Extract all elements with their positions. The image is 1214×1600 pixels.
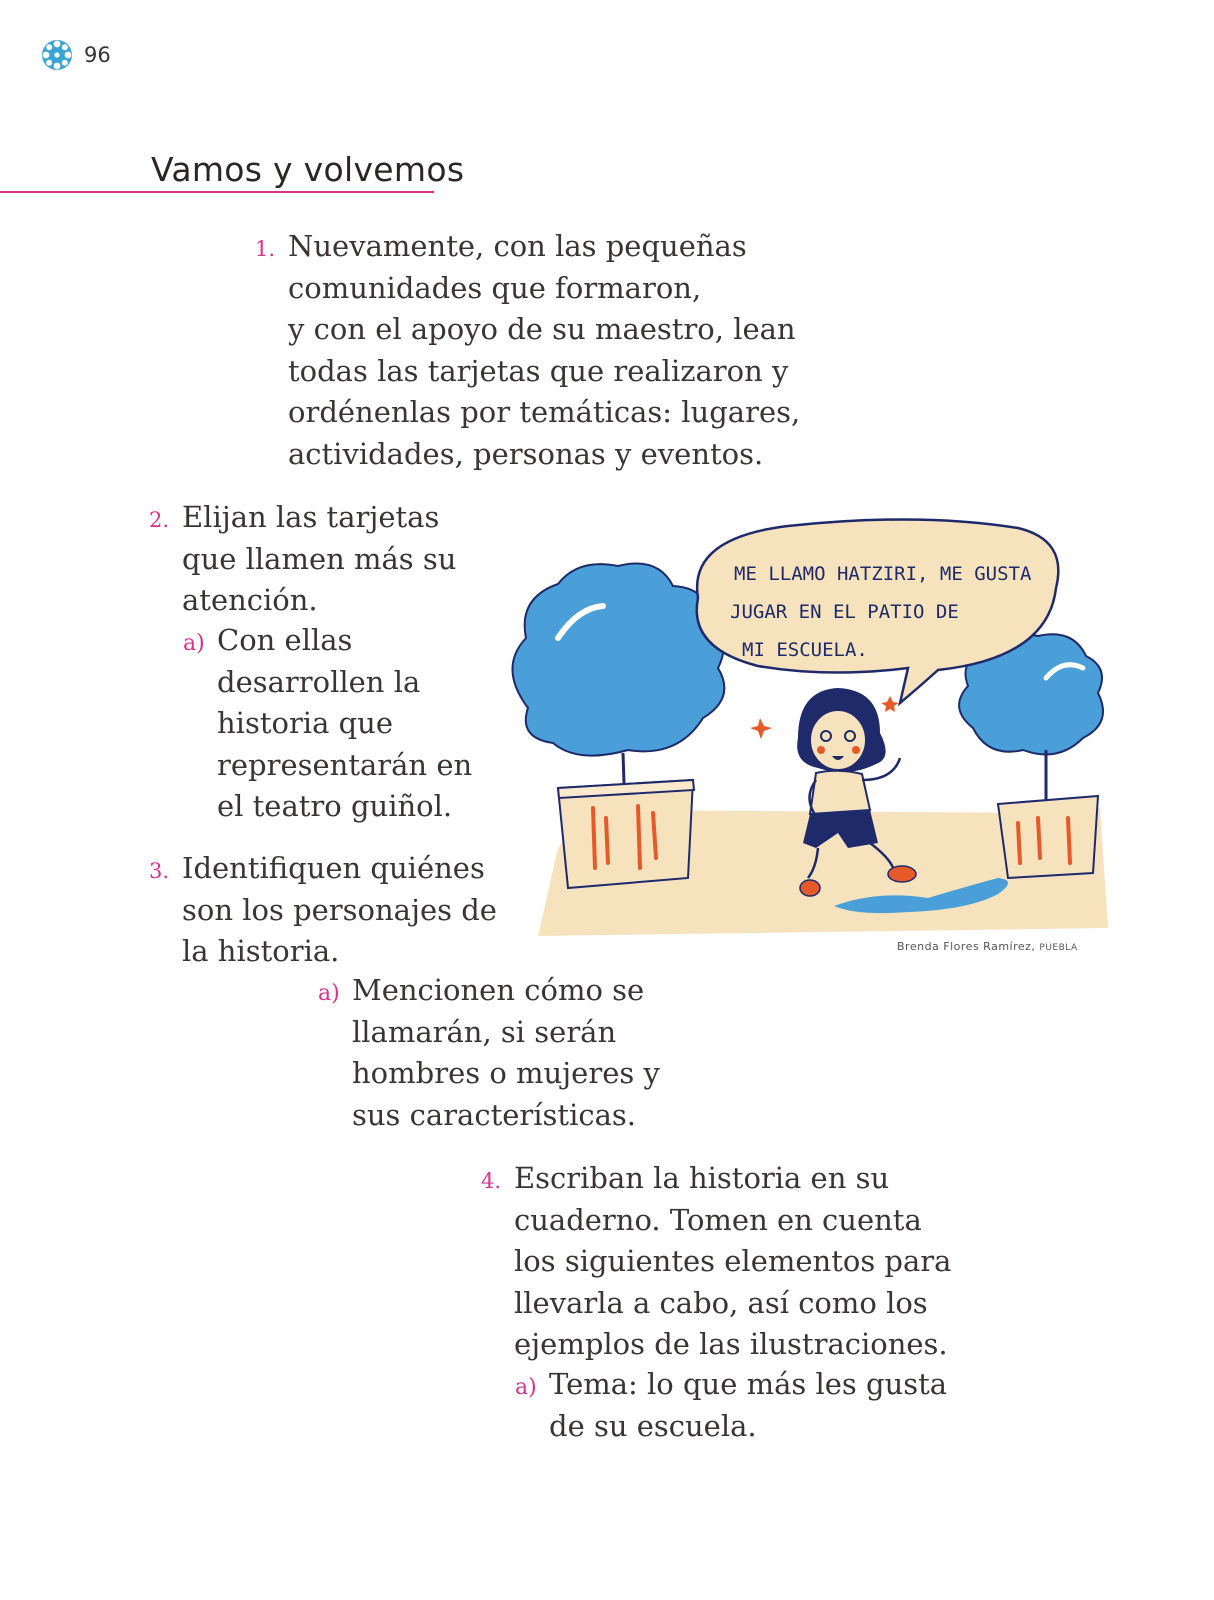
sub-item-letter: a) (183, 631, 205, 656)
page-number: 96 (84, 43, 111, 67)
instruction-line: Identifiquen quiénes (182, 851, 485, 885)
speech-line: MI ESCUELA. (742, 639, 868, 661)
speech-line: JUGAR EN EL PATIO DE (730, 601, 959, 623)
instruction-line: la historia. (182, 934, 340, 968)
right-planter (998, 796, 1098, 878)
instruction-4 (481, 1158, 1034, 1366)
instruction-line: que llamen más su (182, 541, 457, 576)
instruction-line: llamarán, si serán (352, 1014, 617, 1049)
instruction-4-sub-a (515, 1364, 1009, 1447)
flower-emblem-icon (40, 38, 74, 72)
instruction-line: historia que (217, 706, 393, 740)
instruction-line: el teatro guiñol. (217, 789, 453, 823)
instruction-2-sub-a (183, 620, 517, 828)
instruction-line: ejemplos de las ilustraciones. (514, 1327, 948, 1361)
sub-item-letter: a) (515, 1375, 537, 1400)
left-tree-crown (512, 564, 724, 756)
sub-item-letter: a) (318, 981, 340, 1006)
instruction-line: los siguientes elementos para (514, 1244, 952, 1278)
playground-illustration (498, 518, 1114, 942)
instruction-line: llevarla a cabo, así como los (514, 1285, 928, 1320)
instruction-line: sus características. (352, 1097, 636, 1132)
instruction-line: Elijan las tarjetas (182, 500, 440, 534)
instruction-3 (149, 848, 542, 973)
speech-line: ME LLAMO HATZIRI, ME GUSTA (734, 563, 1032, 585)
instruction-line: Mencionen cómo se (352, 973, 645, 1007)
instruction-line: cuaderno. Tomen en cuenta (514, 1202, 922, 1237)
instruction-1 (255, 226, 848, 475)
page-folio (40, 38, 111, 72)
instruction-3-sub-a (318, 970, 712, 1136)
instruction-line: desarrollen la (217, 664, 421, 699)
instruction-number: 4. (481, 1169, 502, 1193)
instruction-line: todas las tarjetas que realizaron y (288, 353, 789, 388)
instruction-line: atención. (182, 583, 318, 617)
instruction-line: Escriban la historia en su (514, 1161, 890, 1195)
instruction-line: son los personajes de (182, 892, 497, 927)
instruction-line: comunidades que formaron, (288, 270, 702, 305)
instruction-line: Nuevamente, con las pequeñas (288, 229, 747, 263)
section-title: Vamos y volvemos (151, 150, 465, 189)
instruction-number: 3. (149, 859, 170, 883)
instruction-line: Con ellas (217, 623, 353, 657)
illustration-credit (897, 940, 1078, 953)
instruction-line: hombres o mujeres y (352, 1056, 660, 1090)
instruction-line: representarán en (217, 747, 473, 782)
instruction-line: Tema: lo que más les gusta (549, 1367, 948, 1401)
credit-place: PUEBLA (1039, 943, 1078, 953)
instruction-number: 1. (255, 237, 276, 261)
credit-name: Brenda Flores Ramírez, (897, 940, 1036, 953)
instruction-line: y con el apoyo de su maestro, lean (288, 312, 796, 346)
title-underline (0, 191, 434, 193)
instruction-line: de su escuela. (549, 1408, 757, 1443)
instruction-line: ordénenlas por temáticas: lugares, (288, 395, 801, 429)
instruction-line: actividades, personas y eventos. (288, 436, 764, 471)
instruction-number: 2. (149, 508, 170, 532)
instruction-2 (149, 497, 512, 622)
